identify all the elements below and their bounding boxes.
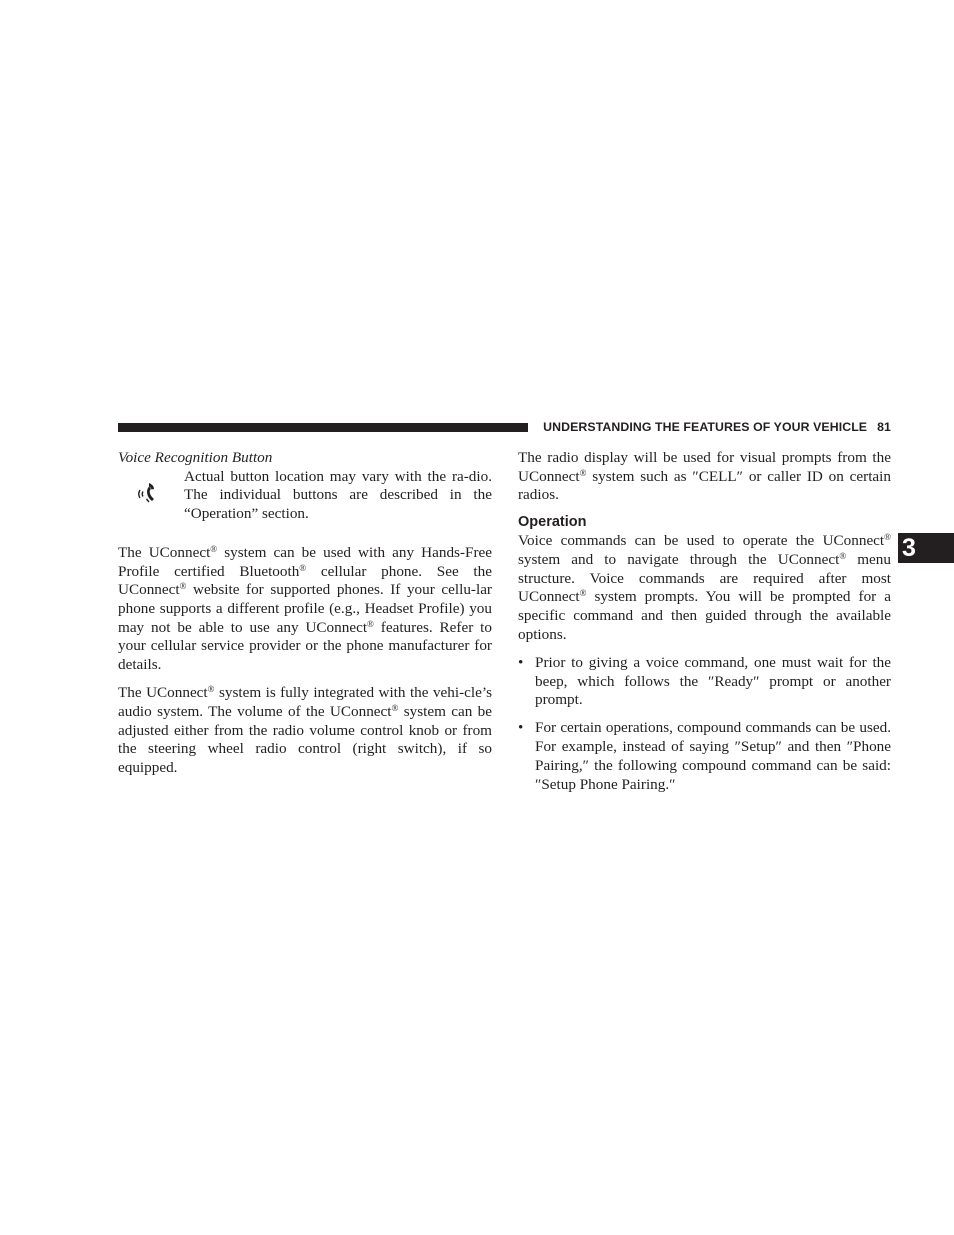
bullet-glyph: • — [518, 719, 524, 737]
icon-cell — [118, 468, 184, 524]
subheading-voice-recognition-button: Voice Recognition Button — [118, 449, 273, 466]
left-column — [118, 449, 492, 778]
section-heading-operation: Operation — [518, 514, 587, 531]
running-title: UNDERSTANDING THE FEATURES OF YOUR VEHICLE — [543, 420, 868, 434]
page-number: 81 — [877, 420, 891, 434]
list-item — [518, 719, 891, 794]
icon-callout — [118, 468, 492, 524]
right-column — [518, 449, 891, 794]
icon-caption: Actual button location may vary with the ra-dio. The individual buttons are described in the “Operation” section. — [184, 467, 492, 523]
bullet-glyph: • — [518, 653, 524, 671]
paragraph-bluetooth: The UConnect® system can be used with any Hands-Free Profile certified Bluetooth® cellular phone. See the UConnect® website for supported phones. If your cellu-lar phone supports a different profile (e.g., Headset Profile) you may not be able to use any UConnect® features. Refer to your cellular service provider or the phone manufacturer for details. — [118, 543, 493, 674]
voice-recognition-icon — [135, 481, 157, 503]
paragraph-audio-integration: The UConnect® system is fully integrated with the vehi-cle’s audio system. The volume of the UConnect® system can be adjusted either from the radio volume control knob or from the steering wheel radio control (right switch), if so equipped. — [118, 684, 492, 777]
bullet-list — [518, 654, 891, 794]
chapter-number: 3 — [902, 534, 916, 562]
chapter-tab — [898, 533, 954, 563]
paragraph-radio-display: The radio display will be used for visual prompts from the UConnect® system such as ″CELL″ or caller ID on certain radios. — [518, 449, 891, 504]
running-head — [538, 420, 891, 434]
header-rule — [118, 423, 528, 432]
list-item — [518, 654, 891, 710]
list-item-text: Prior to giving a voice command, one must wait for the beep, which follows the ″Ready″ prompt or another prompt. — [535, 653, 891, 709]
paragraph-voice-commands: Voice commands can be used to operate the UConnect® system and to navigate through the UConnect® menu structure. Voice commands are required after most UConnect® system prompts. You will be prompted for a specific command and then guided through the available options. — [518, 532, 891, 643]
list-item-text: For certain operations, compound commands can be used. For example, instead of saying ″Setup″ and then ″Phone Pairing,″ the following compound command can be said: ″Setup Phone Pairing.″ — [535, 719, 891, 793]
